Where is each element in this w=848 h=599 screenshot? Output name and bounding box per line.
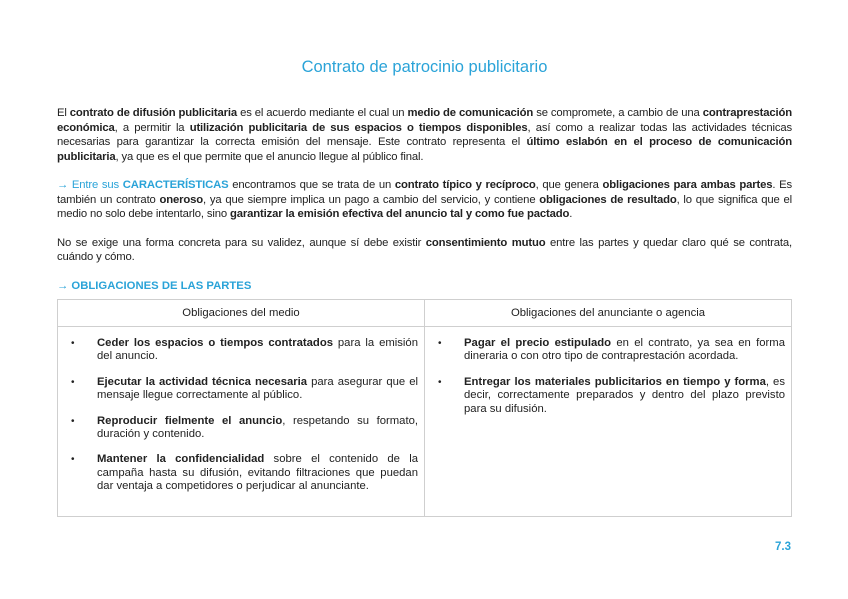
page-title: Contrato de patrocinio publicitario xyxy=(301,58,548,76)
text-run: se compromete, a cambio de una xyxy=(533,107,703,119)
text-run: El xyxy=(57,107,70,119)
text-run: , respetando su formato, duración y contenido. xyxy=(97,414,419,441)
text-run: para la emisión del anuncio. xyxy=(97,337,418,363)
body-text xyxy=(57,106,792,293)
paragraph-characteristics xyxy=(57,178,792,222)
text-run: sobre el contenido de la campaña hasta su difusión, evitando filtraciones que puedan dar ventaja a competidores o perjudicar al anunciante. xyxy=(97,453,418,493)
table-column-media xyxy=(58,300,425,516)
text-run: . Es también un contrato xyxy=(57,179,793,206)
text-run: , es decir, correctamente preparados y dentro del plazo previsto para su difusión. xyxy=(464,375,785,415)
bold-text: Ejecutar la actividad técnica necesaria xyxy=(97,375,308,388)
bold-text: oneroso xyxy=(159,193,204,206)
bold-text: Pagar el precio estipulado xyxy=(464,337,612,349)
bold-text: consentimiento mutuo xyxy=(425,236,546,249)
paragraph-form xyxy=(57,236,792,265)
table-header-advertiser: Obligaciones del anunciante o agencia xyxy=(425,300,791,327)
bold-text: contraprestación económica xyxy=(57,107,792,134)
bold-text: medio de comunicación xyxy=(407,107,534,119)
text-run: para asegurar que el mensaje llegue correctamente al público. xyxy=(97,375,418,402)
list-item xyxy=(438,337,785,364)
bold-text: Reproducir fielmente el anuncio xyxy=(97,414,283,427)
section-heading-obligations: → OBLIGACIONES DE LAS PARTES xyxy=(57,279,252,292)
bullet-icon: • xyxy=(438,376,442,388)
page-number: 7.3 xyxy=(775,541,791,553)
advertiser-obligations-list xyxy=(425,327,791,416)
bold-text: utilización publicitaria de sus espacios o tiempos disponibles xyxy=(189,121,528,134)
text-run: No se exige una forma concreta para su validez, aunque sí debe existir xyxy=(57,236,426,249)
text-run: , a permitir la xyxy=(114,121,190,134)
text-run: es el acuerdo mediante el cual un xyxy=(237,107,408,119)
bold-text: Mantener la confidencialidad xyxy=(97,453,265,466)
list-item xyxy=(71,376,418,403)
text-run: , ya que es el que permite que el anuncio llegue al público final. xyxy=(115,150,424,163)
text-run: entre las partes y quedar claro qué se contrata, cuándo y cómo. xyxy=(57,236,792,263)
bold-text: contrato típico y recíproco xyxy=(394,179,536,191)
bold-text: último eslabón en el proceso de comunicación publicitaria xyxy=(57,136,793,163)
bold-text: Entregar los materiales publicitarios en tiempo y forma xyxy=(464,375,766,388)
paragraph-definition xyxy=(57,106,792,164)
list-item xyxy=(71,337,418,364)
obligations-table xyxy=(57,299,792,517)
bullet-icon: • xyxy=(71,415,75,427)
text-run: , así como a realizar todas las actividades técnicas necesarias para garantizar la correcta emisión del mensaje. Este contrato representa el xyxy=(57,121,792,148)
table-header-media: Obligaciones del medio xyxy=(58,300,424,327)
bullet-icon: • xyxy=(71,376,75,388)
bullet-icon: • xyxy=(71,338,75,349)
bullet-icon: • xyxy=(438,338,442,349)
bold-text: obligaciones para ambas partes xyxy=(602,179,773,191)
text-run: , que genera xyxy=(535,179,603,191)
bold-text: CARACTERÍSTICAS xyxy=(122,179,229,191)
list-item xyxy=(71,415,418,442)
text-run: , lo que significa que el medio no solo debe intentarlo, sino xyxy=(57,193,792,220)
text-run: . xyxy=(569,208,573,220)
media-obligations-list xyxy=(58,327,424,494)
list-item xyxy=(438,376,785,416)
text-run: , ya que siempre implica un pago a cambio del servicio, y contiene xyxy=(203,193,540,206)
text-run: en el contrato, ya sea en forma dineraria o con otro tipo de contraprestación acordada. xyxy=(464,337,785,363)
text-run: → Entre sus xyxy=(57,179,123,191)
bold-text: garantizar la emisión efectiva del anuncio tal y como fue pactado xyxy=(229,208,570,220)
bullet-icon: • xyxy=(71,454,75,466)
text-run: encontramos que se trata de un xyxy=(228,179,395,191)
bold-text: contrato de difusión publicitaria xyxy=(69,107,238,119)
bold-text: obligaciones de resultado xyxy=(539,193,677,206)
list-item xyxy=(71,453,418,493)
bold-text: Ceder los espacios o tiempos contratados xyxy=(97,337,333,349)
table-column-advertiser xyxy=(425,300,791,516)
